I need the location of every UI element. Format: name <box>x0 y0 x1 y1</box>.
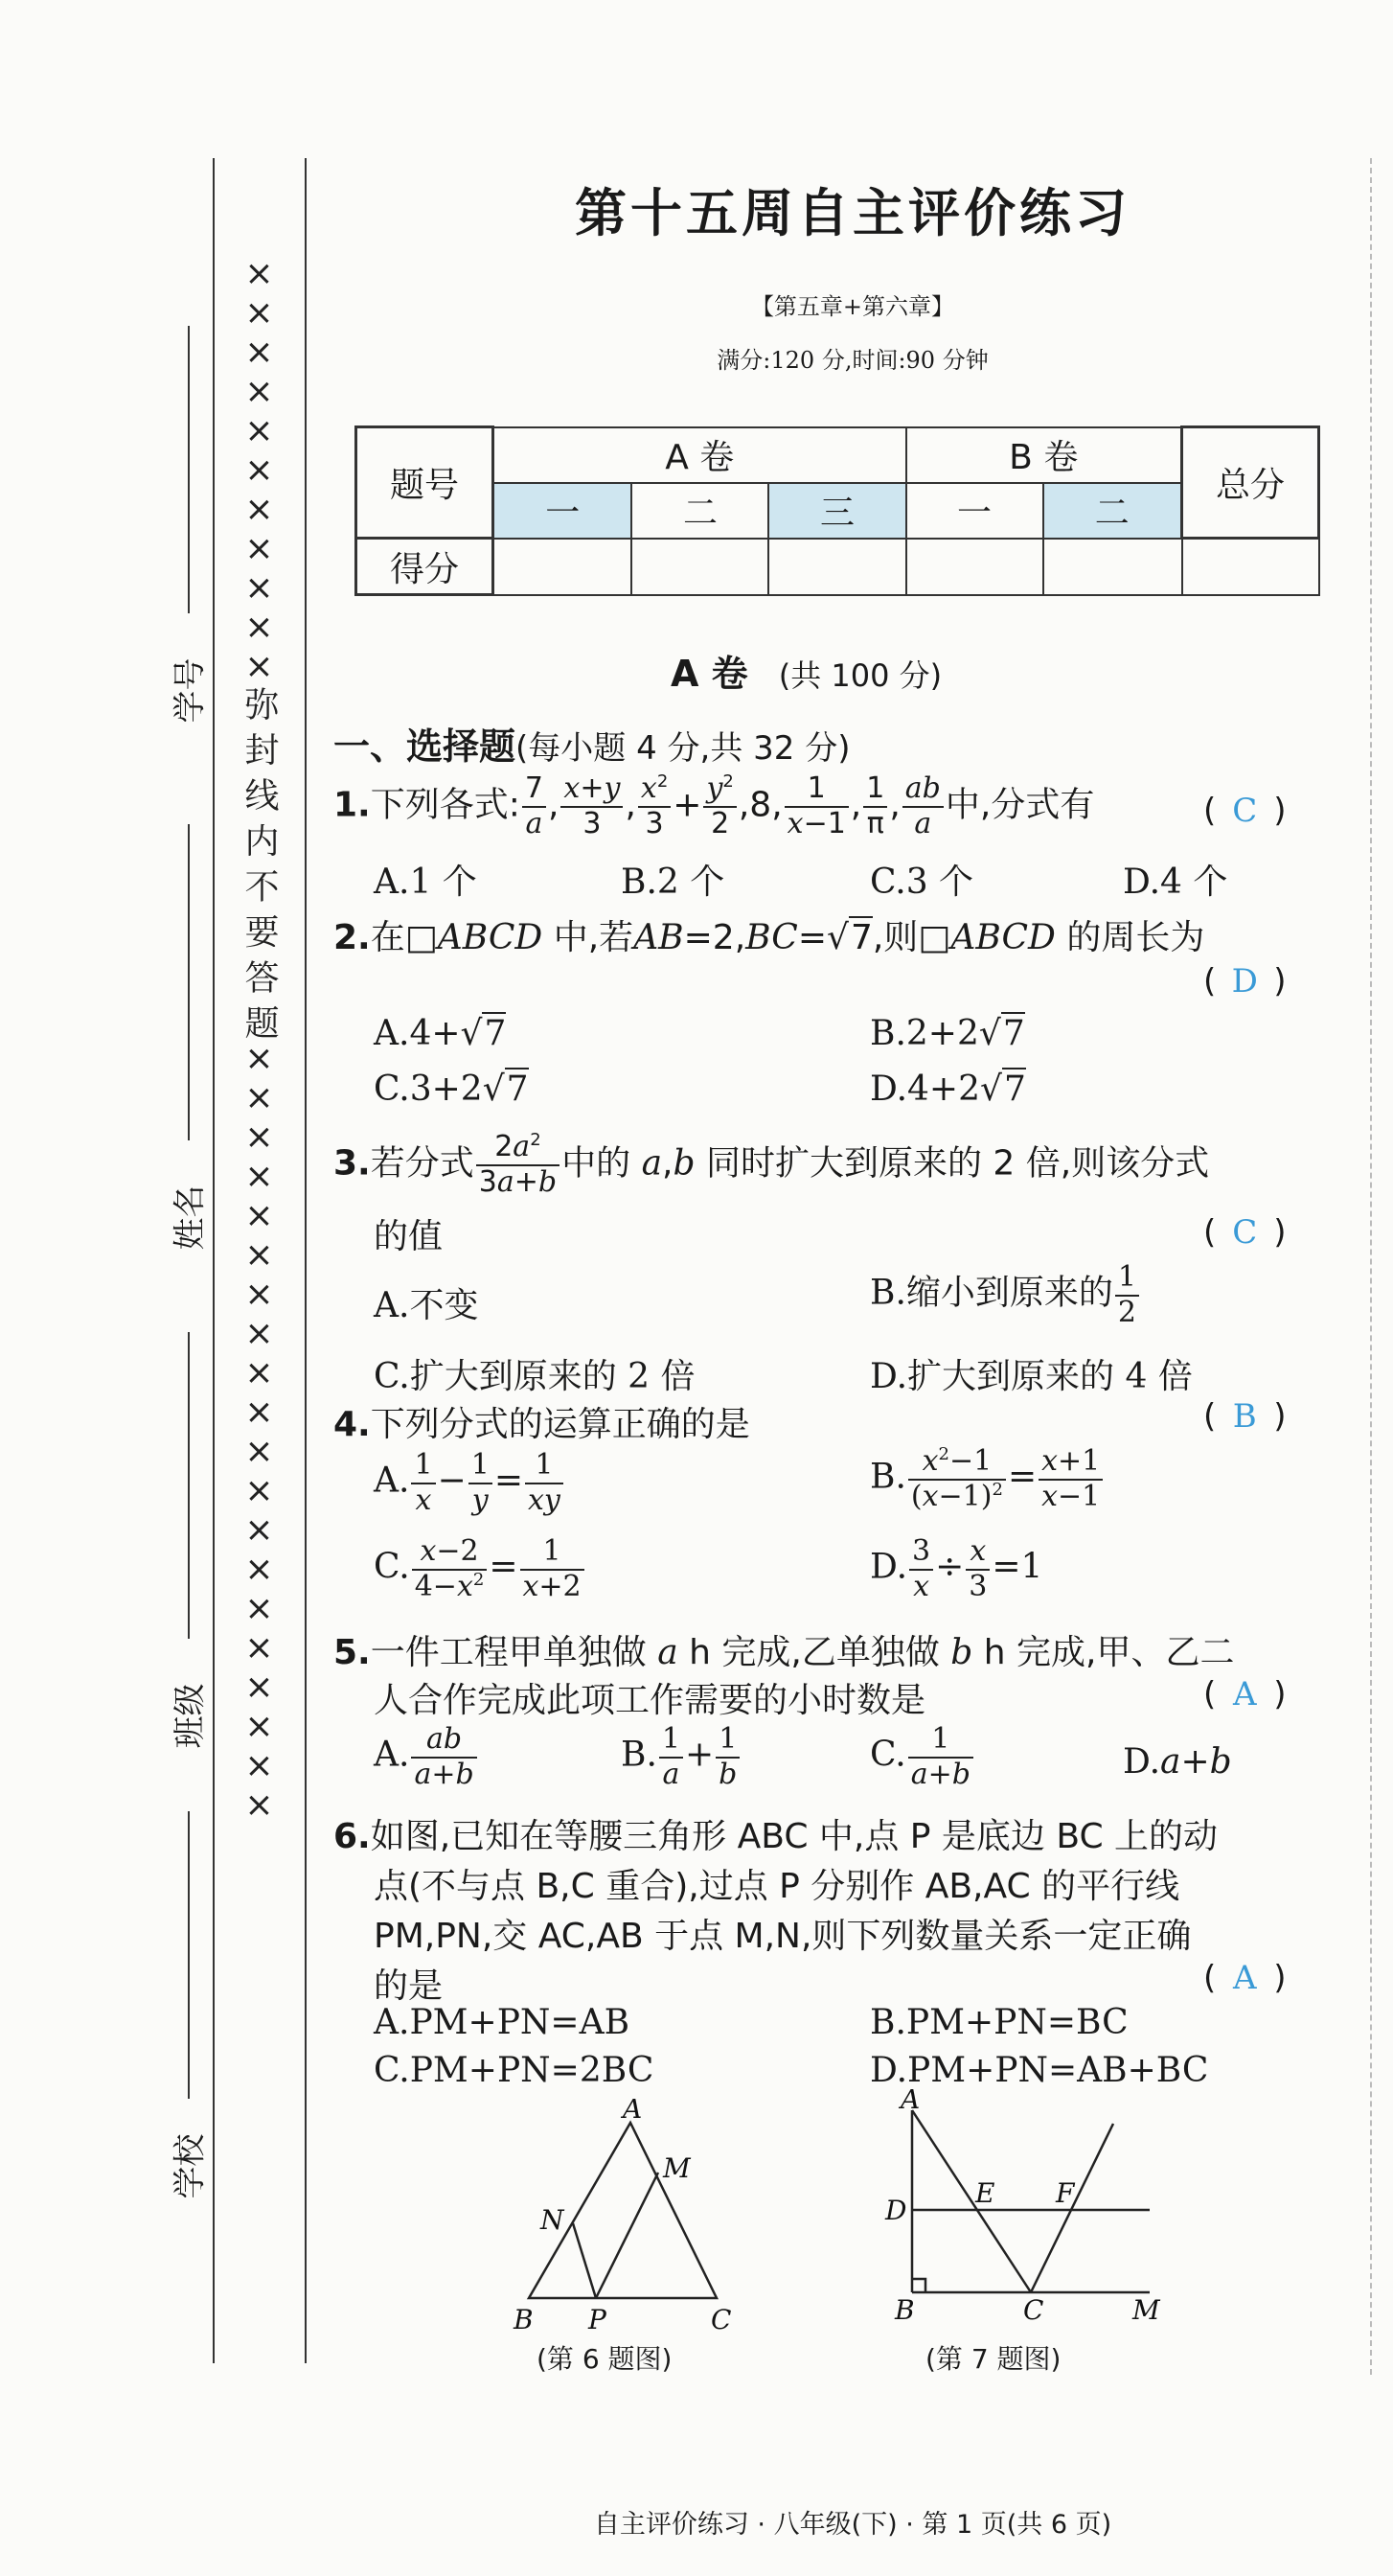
fig7-right-angle <box>912 2279 925 2292</box>
q3-option-b[interactable] <box>870 1261 1141 1329</box>
seal-line-text: ×××××××××××弥 封 线 内 不 要 答 题×××××××××××××××××××× <box>240 254 279 1826</box>
fig6-label-b: B <box>514 2304 534 2335</box>
q3-tail: 中的 <box>561 1143 631 1184</box>
q5-text-b: h 完成,乙单独做 <box>689 1633 940 1672</box>
q3-option-a[interactable]: A.不变 <box>374 1286 479 1325</box>
q1-option-d[interactable]: D.4 个 <box>1123 862 1228 902</box>
q1-lead: 下列各式: <box>370 785 520 825</box>
section-a-heading <box>671 644 942 697</box>
fig6-label-m: M <box>663 2152 691 2184</box>
figure-7-caption: (第 7 题图) <box>925 2343 1062 2375</box>
part1-heading <box>333 717 850 770</box>
q4-answer-letter: B <box>1232 1397 1257 1436</box>
q6-number: 6. <box>333 1817 371 1856</box>
q2-option-b-text: B.2+2 <box>870 1014 979 1053</box>
fig6-line-pm <box>596 2173 658 2298</box>
q5-number: 5. <box>333 1633 371 1672</box>
q1-option-b[interactable]: B.2 个 <box>621 862 725 902</box>
score-cell[interactable] <box>1182 539 1319 595</box>
part1-title: 一、选择题 <box>333 725 516 768</box>
q1-answer-letter: C <box>1232 792 1258 830</box>
q2-abcd-2: ABCD <box>950 918 1056 957</box>
q6-line2: 点(不与点 B,C 重合),过点 P 分别作 AB,AC 的平行线 <box>374 1867 1180 1906</box>
q5-text-a: 一件工程甲单独做 <box>370 1633 647 1672</box>
page-footer: 自主评价练习 · 八年级(下) · 第 1 页(共 6 页) <box>593 2510 1112 2540</box>
a-part-3: 三 <box>768 483 905 539</box>
q5-option-d[interactable] <box>1123 1742 1232 1782</box>
number-label: 学号 <box>171 657 210 724</box>
q5-answer-letter: A <box>1232 1675 1257 1714</box>
fig6-line-pn <box>573 2223 596 2298</box>
q6-line1-text: 如图,已知在等腰三角形 ABC 中,点 P 是底边 BC 上的动 <box>370 1817 1219 1856</box>
q1-frac-y2: $\frac{y^2}{2}$ <box>703 772 736 840</box>
q3-tail2: 同时扩大到原来的 2 倍,则该分式 <box>705 1143 1210 1184</box>
q5-var-a: a <box>657 1633 678 1672</box>
q6-answer-letter: A <box>1232 1959 1257 1997</box>
q5-option-d-expr: a+b <box>1160 1742 1232 1782</box>
q5-option-c[interactable]: C. $\frac{1}{a+b}$ <box>870 1723 975 1791</box>
q1-frac-aba: $\frac{ab}{a}$ <box>902 772 944 840</box>
q6-option-d[interactable]: D.PM+PN=AB+BC <box>870 2051 1209 2090</box>
fig7-line-ac <box>912 2110 1031 2292</box>
q5-var-b: b <box>950 1633 973 1672</box>
right-dashed-margin <box>1370 158 1372 2375</box>
fig7-label-a: A <box>901 2089 921 2115</box>
a-part-1: 一 <box>493 483 632 539</box>
number-blank-line[interactable] <box>188 326 190 613</box>
q1-frac-7a: $\frac{7}{a}$ <box>522 772 546 840</box>
q5-option-b[interactable]: B. $\frac{1}{a}$ + $\frac{1}{b}$ <box>621 1723 742 1791</box>
q3-lead: 若分式 <box>370 1143 474 1184</box>
score-cell[interactable] <box>493 539 632 595</box>
q3-answer: ( C ) <box>1203 1213 1287 1252</box>
q4-text: 下列分式的运算正确的是 <box>370 1405 750 1444</box>
school-label: 学校 <box>171 2133 210 2199</box>
q2-number: 2. <box>333 918 371 957</box>
q4-option-b[interactable]: B. $\frac{x^2-1}{(x-1)^2}$ = $\frac{x+1}{x-1}$ <box>870 1445 1105 1513</box>
q1-answer: ( C ) <box>1203 792 1287 830</box>
q2-answer-letter: D <box>1231 962 1258 1000</box>
fig6-label-c: C <box>711 2304 732 2335</box>
fig7-label-f: F <box>1056 2177 1075 2209</box>
q2-bc: BC <box>745 918 798 957</box>
class-label: 班级 <box>171 1683 210 1749</box>
score-row-label: 得分 <box>356 539 493 595</box>
q1-frac-pi: $\frac{1}{\pi}$ <box>863 772 887 840</box>
q3-answer-letter: C <box>1232 1213 1258 1252</box>
score-cell[interactable] <box>906 539 1043 595</box>
q6-line4: 的是 <box>374 1966 444 2006</box>
q1-frac-x2: $\frac{x^2}{3}$ <box>638 772 671 840</box>
q2-text-a: 在□ <box>370 918 438 957</box>
q3-line2: 的值 <box>374 1217 444 1256</box>
q2-eqs: = <box>797 918 827 957</box>
paper-a-header: A 卷 <box>493 427 906 483</box>
q3-number: 3. <box>333 1143 371 1184</box>
school-blank-line[interactable] <box>188 1811 190 2099</box>
score-time-info: 满分:120 分,时间:90 分钟 <box>717 347 989 374</box>
section-a-points: (共 100 分) <box>778 657 943 694</box>
fig6-label-n: N <box>540 2204 564 2236</box>
q5-line2: 人合作完成此项工作需要的小时数是 <box>374 1681 926 1720</box>
fig7-label-m: M <box>1132 2294 1160 2326</box>
fig6-label-p: P <box>588 2304 606 2335</box>
q5-answer: ( A ) <box>1203 1675 1287 1714</box>
binding-line-outer <box>213 158 215 2363</box>
section-a-title: A 卷 <box>671 653 748 695</box>
chapter-range: 【第五章+第六章】 <box>750 293 955 320</box>
q3-frac: $\frac{2a^2}{3a+b}$ <box>476 1131 559 1199</box>
q2-option-d-text: D.4+2 <box>870 1070 980 1109</box>
q5-option-b-label: B. <box>621 1735 657 1775</box>
score-cell[interactable] <box>1043 539 1182 595</box>
q3-comma: , <box>662 1143 674 1184</box>
binding-line-inner <box>305 158 307 2363</box>
q6-option-c[interactable]: C.PM+PN=2BC <box>374 2051 654 2090</box>
q4-option-a-label: A. <box>374 1460 410 1501</box>
q3-option-c[interactable]: C.扩大到原来的 2 倍 <box>374 1357 696 1396</box>
q2-text-b: 中,若 <box>553 918 634 957</box>
q2-option-a-root: 7 <box>484 1014 507 1053</box>
name-blank-line[interactable] <box>188 824 190 1140</box>
q2-root7: 7 <box>850 918 873 957</box>
figure-6-caption: (第 6 题图) <box>537 2343 673 2375</box>
q1-frac-xy3: $\frac{x+y}{3}$ <box>560 772 623 840</box>
q5-option-a[interactable]: A. $\frac{ab}{a+b}$ <box>374 1723 479 1791</box>
q4-option-c-label: C. <box>374 1547 410 1587</box>
q2-option-b-root: 7 <box>1002 1014 1025 1053</box>
score-table <box>354 426 1320 596</box>
q4-option-c[interactable]: C. $\frac{x-2}{4-x^2}$ = $\frac{1}{x+2}$ <box>374 1535 586 1603</box>
q5-text-c: h 完成,甲、乙二 <box>983 1633 1235 1672</box>
q1-tail: 中,分式有 <box>945 785 1095 825</box>
q3-var-a: a <box>641 1143 663 1184</box>
q1-stem: 1.下列各式: $\frac{7}{a}$ , $\frac{x+y}{3}$ , $\frac{x^2}{3}$ + $\frac{y^2}{2}$ ,8, $\frac{1}{x-1}$ , $\frac{1}{\pi}$ , $\frac{ab}{a}$ 中,分式有 <box>333 771 1095 840</box>
q5-stem <box>333 1625 1235 1674</box>
q6-line1 <box>333 1809 1218 1858</box>
figure-6 <box>508 2099 757 2348</box>
q3-stem <box>333 1131 1209 1199</box>
q2-option-b[interactable]: B.2+2√7 <box>870 1014 1025 1053</box>
part1-note: (每小题 4 分,共 32 分) <box>515 729 851 768</box>
q6-line3: PM,PN,交 AC,AB 于点 M,N,则下列数量关系一定正确 <box>374 1917 1192 1956</box>
q2-stem: 2.在□ABCD 中,若AB=2,BC=√7,则□ABCD 的周长为 <box>333 918 1205 957</box>
fig7-label-b: B <box>895 2294 915 2326</box>
score-cell[interactable] <box>631 539 768 595</box>
paper-b-header: B 卷 <box>906 427 1182 483</box>
fig6-label-a: A <box>623 2099 643 2125</box>
q5-option-c-label: C. <box>870 1735 906 1775</box>
q2-ab: AB <box>633 918 684 957</box>
total-header: 总分 <box>1182 427 1319 539</box>
q1-option-a[interactable]: A.1 个 <box>374 862 477 902</box>
q2-abcd: ABCD <box>437 918 543 957</box>
a-part-2: 二 <box>631 483 768 539</box>
q2-option-a-text: A.4+ <box>374 1014 461 1053</box>
q3-var-b: b <box>673 1143 696 1184</box>
q1-option-c[interactable]: C.3 个 <box>870 862 974 902</box>
q6-option-b[interactable]: B.PM+PN=BC <box>870 2003 1129 2042</box>
q4-number: 4. <box>333 1405 371 1444</box>
q2-option-c-root: 7 <box>506 1070 529 1109</box>
fig7-label-e: E <box>975 2177 995 2209</box>
q3-option-b-half: $\frac{1}{2}$ <box>1115 1261 1139 1329</box>
q2-option-a[interactable]: A.4+√7 <box>374 1014 507 1053</box>
q3-option-b-text: B.缩小到原来的 <box>870 1273 1113 1313</box>
q2-option-d[interactable]: D.4+2√7 <box>870 1070 1026 1109</box>
fig7-label-c: C <box>1023 2294 1044 2326</box>
q5-option-a-label: A. <box>374 1735 410 1775</box>
q4-stem <box>333 1397 750 1446</box>
q4-answer: ( B ) <box>1203 1397 1287 1436</box>
q4-option-a[interactable]: A. $\frac{1}{x}$ − $\frac{1}{y}$ = $\frac{1}{xy}$ <box>374 1449 565 1517</box>
page-title: 第十五周自主评价练习 <box>575 183 1130 243</box>
class-blank-line[interactable] <box>188 1332 190 1639</box>
b-part-2: 二 <box>1043 483 1182 539</box>
q2-answer: ( D ) <box>1203 962 1287 1000</box>
q3-option-d[interactable]: D.扩大到原来的 4 倍 <box>870 1357 1193 1396</box>
figure-7 <box>872 2089 1178 2348</box>
score-table-title: 题号 <box>356 427 493 539</box>
q2-eq2: =2, <box>683 918 746 957</box>
q2-option-c-text: C.3+2 <box>374 1070 483 1109</box>
q4-option-d-label: D. <box>870 1547 908 1587</box>
q6-option-a[interactable]: A.PM+PN=AB <box>374 2003 630 2042</box>
q6-answer: ( A ) <box>1203 1959 1287 1997</box>
q2-option-d-root: 7 <box>1003 1070 1026 1109</box>
fig7-label-d: D <box>885 2195 907 2226</box>
q2-text-c: ,则□ <box>872 918 951 957</box>
name-label: 姓名 <box>171 1184 210 1251</box>
q4-option-d[interactable]: D. $\frac{3}{x}$ ÷ $\frac{x}{3}$ =1 <box>870 1534 1043 1603</box>
q1-number: 1. <box>333 785 371 825</box>
q4-option-b-label: B. <box>870 1457 906 1497</box>
q2-text-d: 的周长为 <box>1066 918 1205 957</box>
q5-option-d-label: D. <box>1123 1742 1161 1782</box>
q1-frac-x1: $\frac{1}{x-1}$ <box>785 772 849 840</box>
b-part-1: 一 <box>906 483 1043 539</box>
score-cell[interactable] <box>768 539 905 595</box>
q2-option-c[interactable]: C.3+2√7 <box>374 1070 529 1109</box>
